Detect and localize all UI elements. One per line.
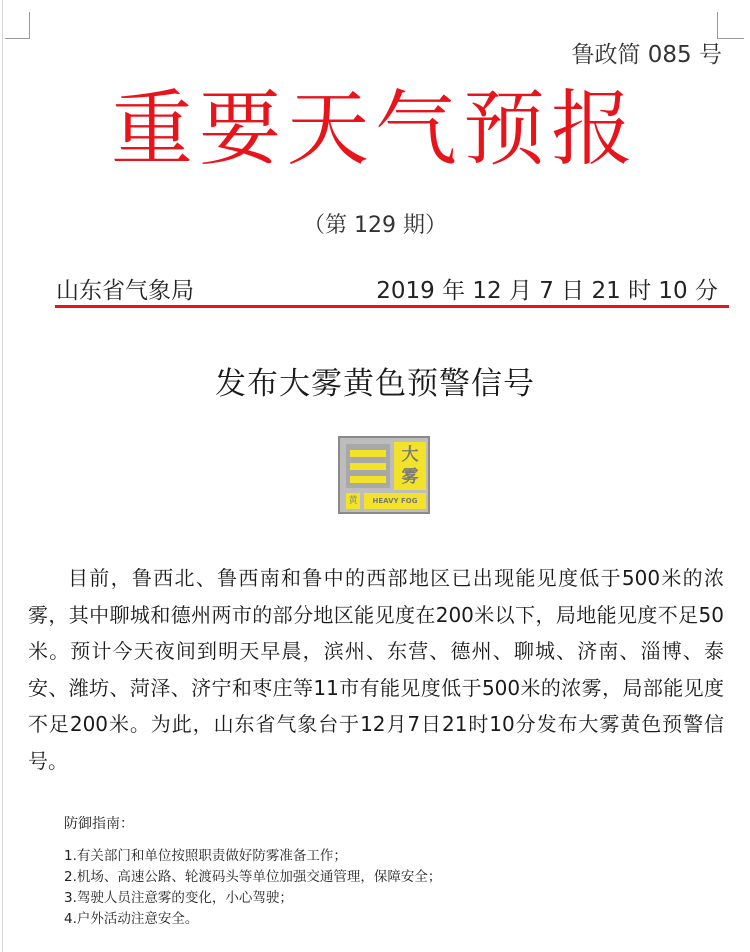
fog-bar xyxy=(350,450,386,457)
page-title: 重要天气预报 xyxy=(110,82,639,177)
issuer: 山东省气象局 xyxy=(56,278,194,304)
crop-mark-top-left xyxy=(5,12,30,39)
signal-english-label: HEAVY FOG xyxy=(364,493,426,509)
headline: 发布大雾黄色预警信号 xyxy=(215,366,535,402)
guidance-list xyxy=(64,846,441,930)
guidance-item: 3.驾驶人员注意雾的变化，小心驾驶； xyxy=(64,890,293,906)
signal-char-bottom: 雾 xyxy=(401,467,419,487)
body-paragraph: 目前，鲁西北、鲁西南和鲁中的西部地区已出现能见度低于500米的浓雾，其中聊城和德州两市的部分地区能见度在200米以下，局地能见度不足50米。预计今天夜间到明天早晨，滨州、东营、德州、聊城、济南、淄博、泰安、潍坊、菏泽、济宁和枣庄等11市有能见度低于500米的浓雾，局部能见度不足200米。为此，山东省气象台于12月7日21时10分发布大雾黄色预警信号。 xyxy=(28,566,724,773)
guidance-title: 防御指南： xyxy=(64,816,134,832)
signal-level-char: 黄 xyxy=(346,493,360,509)
issue-number: （第 129 期） xyxy=(303,213,447,238)
crop-mark-top-right xyxy=(717,12,744,39)
fog-bars-icon xyxy=(346,444,390,488)
signal-char-top: 大 xyxy=(401,445,419,465)
fog-bar xyxy=(350,476,386,483)
fog-bar xyxy=(350,463,386,470)
document-number: 鲁政简 085 号 xyxy=(571,42,722,68)
signal-char-box xyxy=(394,442,426,490)
guidance-item: 1.有关部门和单位按照职责做好防雾准备工作； xyxy=(64,848,347,864)
guidance-item: 4.户外活动注意安全。 xyxy=(64,911,199,927)
issue-time: 2019 年 12 月 7 日 21 时 10 分 xyxy=(376,278,718,304)
guidance-item: 2.机场、高速公路、轮渡码头等单位加强交通管理，保障安全； xyxy=(64,869,442,885)
red-divider xyxy=(55,305,729,308)
fog-warning-signal-icon xyxy=(338,436,430,514)
